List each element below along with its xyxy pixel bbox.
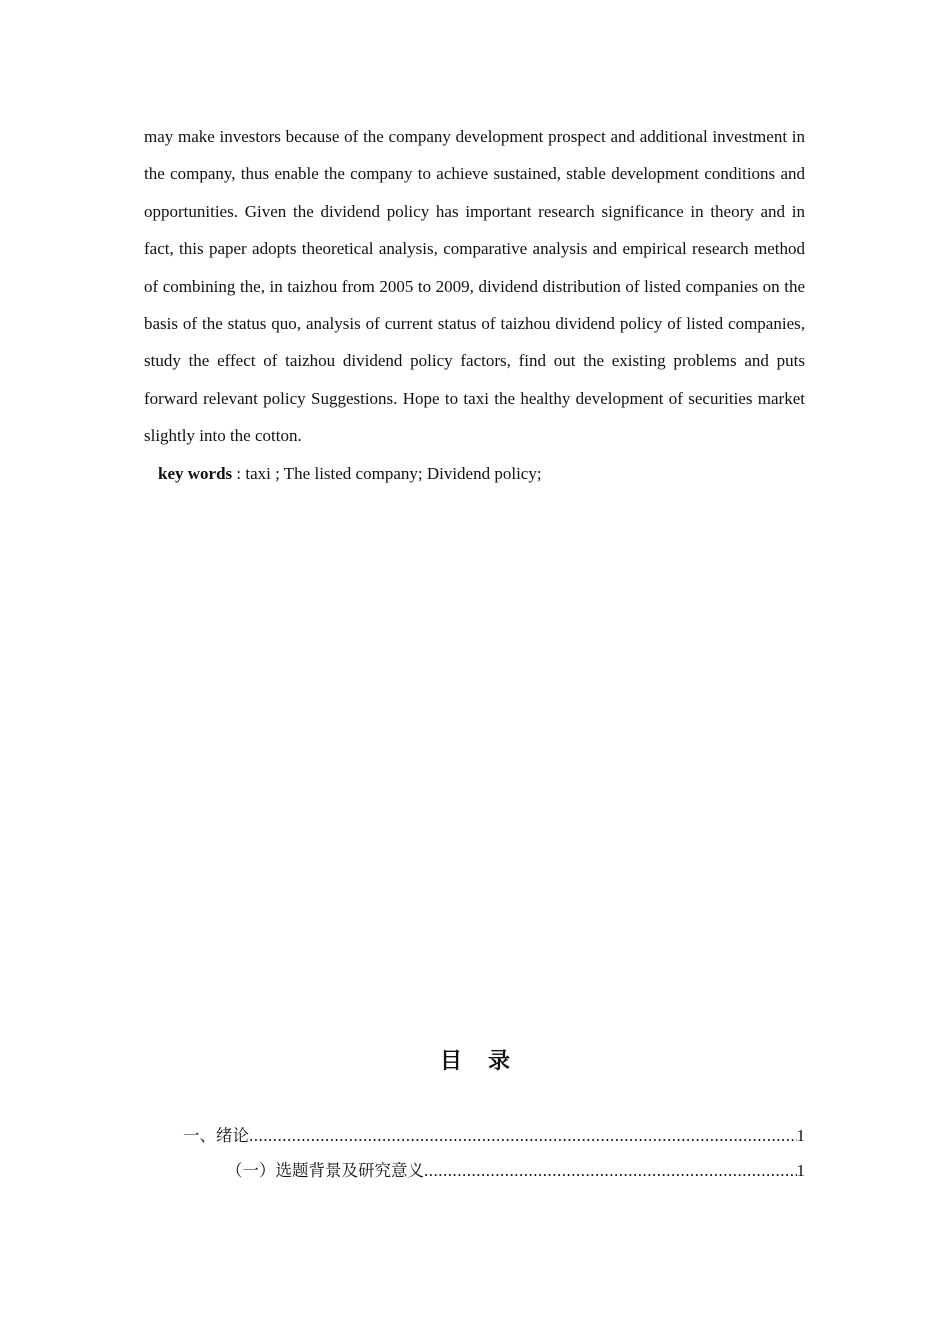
toc-dot-leader xyxy=(424,1159,797,1183)
keywords-label: key words xyxy=(158,463,233,483)
toc-page-number: 1 xyxy=(796,1126,805,1145)
toc-entry-introduction[interactable] xyxy=(183,1124,805,1148)
keywords-value: : taxi ; The listed company; Dividend policy; xyxy=(232,463,542,483)
toc-entry-background[interactable] xyxy=(226,1159,805,1183)
abstract-section xyxy=(144,118,805,492)
toc-page-number: 1 xyxy=(796,1161,805,1180)
toc-entry-label: 一、绪论 xyxy=(183,1126,249,1145)
toc-title-char-1: 目 xyxy=(439,1049,462,1074)
abstract-body: may make investors because of the company development prospect and additional investment in the company, thus enable the company to achieve sustained, stable development conditions and opportunities. Given the dividend policy has important research significance in theory and in fact, this paper adopts theoretical analysis, comparative analysis and empirical research method of combining the, in taizhou from 2005 to 2009, dividend distribution of listed companies on the basis of the status quo, analysis of current status of taizhou dividend policy of listed companies, study the effect of taizhou dividend policy factors, find out the existing problems and puts forward relevant policy Suggestions. Hope to taxi the healthy development of securities market slightly into the cotton. xyxy=(144,127,805,446)
keywords-line xyxy=(144,455,805,492)
toc-entry-label: （一）选题背景及研究意义 xyxy=(226,1161,424,1180)
toc-dot-leader xyxy=(249,1124,797,1148)
toc-title-char-2: 录 xyxy=(488,1049,511,1074)
toc-title xyxy=(0,1044,950,1075)
